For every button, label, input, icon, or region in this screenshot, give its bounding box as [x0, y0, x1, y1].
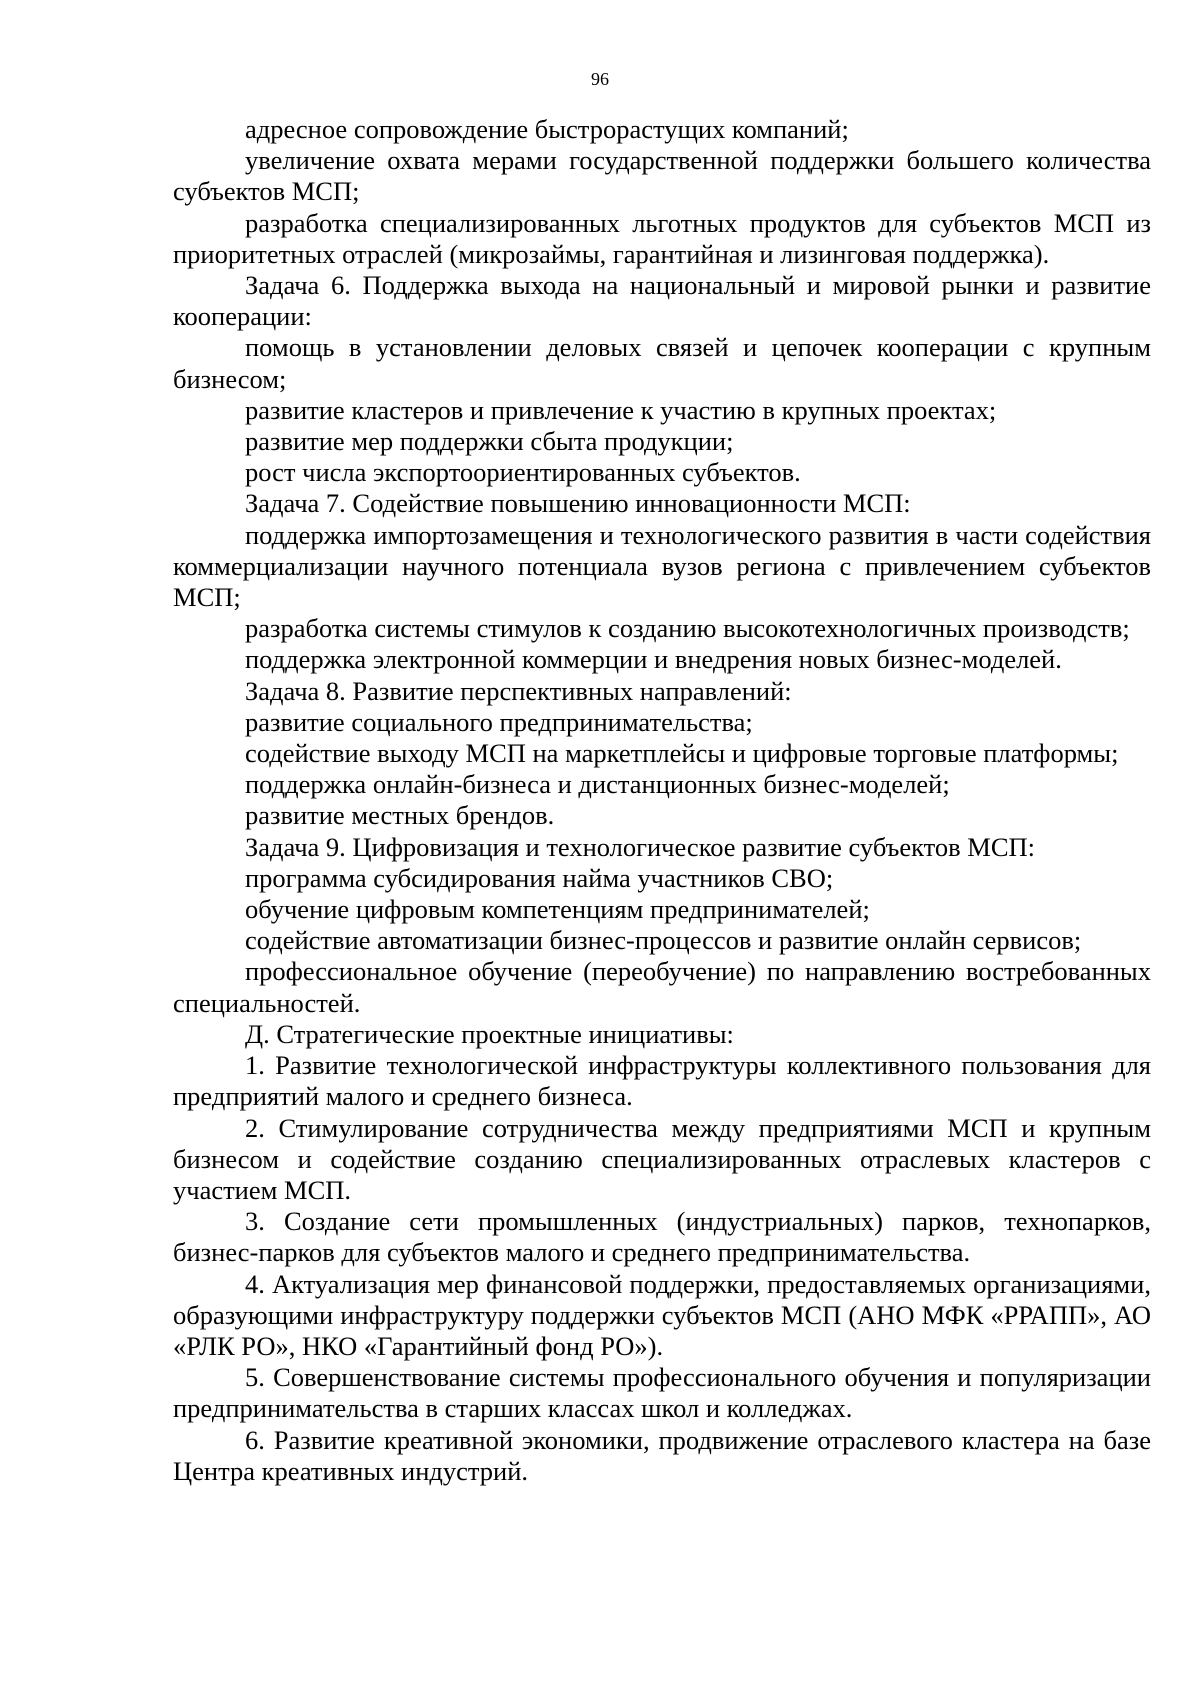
bullet-item: программа субсидирования найма участников СВО;: [245, 862, 834, 893]
task-heading: Задача 7. Содействие повышению инновационности МСП:: [245, 488, 911, 519]
bullet-item: разработка системы стимулов к созданию высокотехнологичных производств;: [245, 613, 1130, 644]
task-heading: Задача 8. Развитие перспективных направлений:: [245, 675, 792, 706]
bullet-item: обучение цифровым компетенциям предпринимателей;: [245, 894, 870, 925]
bullet-item: развитие местных брендов.: [245, 800, 555, 831]
bullet-item: разработка специализированных льготных продуктов для субъектов МСП из приоритетных отраслей (микрозаймы, гарантийная и лизинговая поддержка).: [173, 207, 1151, 269]
bullet-item: поддержка онлайн-бизнеса и дистанционных бизнес-моделей;: [245, 769, 950, 800]
bullet-item: поддержка импортозамещения и технологического развития в части содействия коммерциализации научного потенциала вузов региона с привлечением субъектов МСП;: [173, 519, 1151, 613]
bullet-item: увеличение охвата мерами государственной поддержки большего количества субъектов МСП;: [173, 145, 1151, 207]
section-heading: Д. Стратегические проектные инициативы:: [245, 1018, 734, 1049]
bullet-item: содействие автоматизации бизнес-процессов и развитие онлайн сервисов;: [245, 925, 1082, 956]
page-number: 96: [591, 69, 609, 89]
bullet-item: развитие социального предпринимательства;: [245, 706, 753, 737]
bullet-item: содействие выходу МСП на маркетплейсы и цифровые торговые платформы;: [245, 738, 1119, 769]
numbered-item: 5. Совершенствование системы профессионального обучения и популяризации предпринимательства в старших классах школ и колледжах.: [173, 1362, 1151, 1424]
bullet-item: помощь в установлении деловых связей и цепочек кооперации с крупным бизнесом;: [173, 332, 1151, 394]
bullet-item: профессиональное обучение (переобучение) по направлению востребованных специальностей.: [173, 956, 1151, 1018]
bullet-item: развитие кластеров и привлечение к участию в крупных проектах;: [245, 394, 997, 425]
task-heading: Задача 6. Поддержка выхода на национальный и мировой рынки и развитие кооперации:: [173, 270, 1151, 332]
bullet-item: развитие мер поддержки сбыта продукции;: [245, 426, 734, 457]
numbered-item: 4. Актуализация мер финансовой поддержки, предоставляемых организациями, образующими инфраструктуру поддержки субъектов МСП (АНО МФК «РРАПП», АО «РЛК РО», НКО «Гарантийный фонд РО»).: [173, 1268, 1151, 1361]
numbered-item: 3. Создание сети промышленных (индустриальных) парков, технопарков, бизнес-парков для субъектов малого и среднего предпринимательства.: [173, 1206, 1151, 1268]
numbered-item: 6. Развитие креативной экономики, продвижение отраслевого кластера на базе Центра креативных индустрий.: [173, 1424, 1151, 1486]
document-body: [173, 114, 1151, 1487]
numbered-item: 2. Стимулирование сотрудничества между предприятиями МСП и крупным бизнесом и содействие созданию специализированных отраслевых кластеров с участием МСП.: [173, 1112, 1151, 1205]
bullet-item: рост числа экспортоориентированных субъектов.: [245, 457, 801, 488]
bullet-item: поддержка электронной коммерции и внедрения новых бизнес-моделей.: [245, 644, 1062, 675]
numbered-item: 1. Развитие технологической инфраструктуры коллективного пользования для предприятий малого и среднего бизнеса.: [173, 1050, 1151, 1112]
bullet-item: адресное сопровождение быстрорастущих компаний;: [245, 114, 849, 144]
task-heading: Задача 9. Цифровизация и технологическое развитие субъектов МСП:: [245, 831, 1035, 862]
